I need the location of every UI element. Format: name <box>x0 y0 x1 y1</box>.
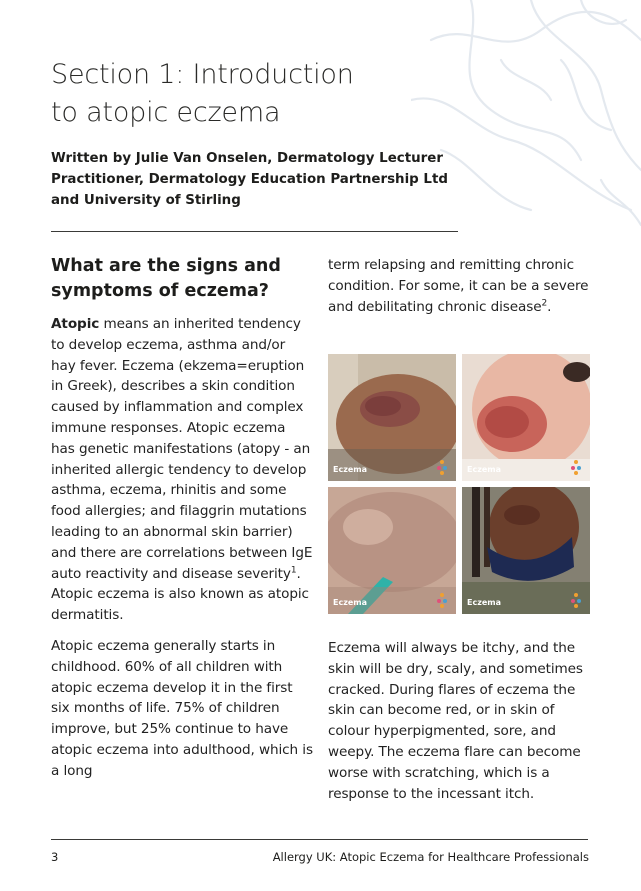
photo-label: Eczema <box>333 598 368 607</box>
photo-label: Eczema <box>467 598 502 607</box>
photo-label: Eczema <box>467 465 502 474</box>
eczema-photo-grid <box>328 354 590 614</box>
paragraph-symptoms: Eczema will always be itchy, and the skin will be dry, scaly, and sometimes cracked. During flares of eczema the skin can become red, or in skin of colour hyperpigmented, sore, and weepy. The eczema flare can become worse with scratching, which is a response to the incessant itch. <box>328 640 583 802</box>
brand-dots-icon <box>570 459 582 475</box>
left-column <box>51 254 313 792</box>
eczema-photo-arm <box>328 354 456 481</box>
paragraph-atopic-body: means an inherited tendency to develop eczema, asthma and/or hay fever. Eczema (ekzema=eruption in Greek), describes a skin condition caused by inflammation and complex immune responses. Atopic eczema has genetic manifestations (atopy - an inherited allergic tendency to develop asthma, eczema, rhinitis and some food allergies; and filaggrin mutations leading to an abnormal skin barrier) and there are correlations between IgE auto reactivity and disease severity <box>51 316 313 582</box>
eczema-photo-neck <box>462 487 590 614</box>
section-heading: What are the signs and symptoms of eczema? <box>51 256 281 301</box>
paragraph-onset: Atopic eczema generally starts in childhood. 60% of all children with atopic eczema develop it in the first six months of life. 75% of children improve, but 25% continue to have atopic eczema into adulthood, which is a long <box>51 637 313 779</box>
reference-1: 1 <box>290 565 297 576</box>
page-number: 3 <box>51 850 59 864</box>
photo-label: Eczema <box>333 465 368 474</box>
paragraph-continuation-tail: . <box>547 298 552 315</box>
atopic-term: Atopic <box>51 316 100 332</box>
publication-title: Allergy UK: Atopic Eczema for Healthcare Professionals <box>272 850 589 864</box>
page-title-line-1: Section 1: Introduction <box>51 59 354 90</box>
eczema-photo-skin-closeup <box>328 487 456 614</box>
right-column-bottom <box>328 638 598 814</box>
eczema-photo-face <box>462 354 590 481</box>
paragraph-atopic-definition <box>51 314 313 626</box>
brand-dots-icon <box>436 592 448 608</box>
brand-dots-icon <box>570 592 582 608</box>
page-title <box>51 56 354 132</box>
brand-dots-icon <box>436 459 448 475</box>
page-title-line-2: to atopic eczema <box>51 97 281 128</box>
right-column-top <box>328 255 598 327</box>
reference-2: 2 <box>541 298 548 309</box>
paragraph-continuation-body: term relapsing and remitting chronic condition. For some, it can be a severe and debilitating chronic disease <box>328 257 589 315</box>
paragraph-continuation <box>328 255 598 317</box>
paragraph-atopic-tail: . Atopic eczema is also known as atopic dermatitis. <box>51 565 309 624</box>
footer-divider <box>51 839 588 840</box>
title-divider <box>51 231 458 232</box>
author-byline: Written by Julie Van Onselen, Dermatology Lecturer Practitioner, Dermatology Education Partnership Ltd and University of Stirling <box>51 151 448 208</box>
